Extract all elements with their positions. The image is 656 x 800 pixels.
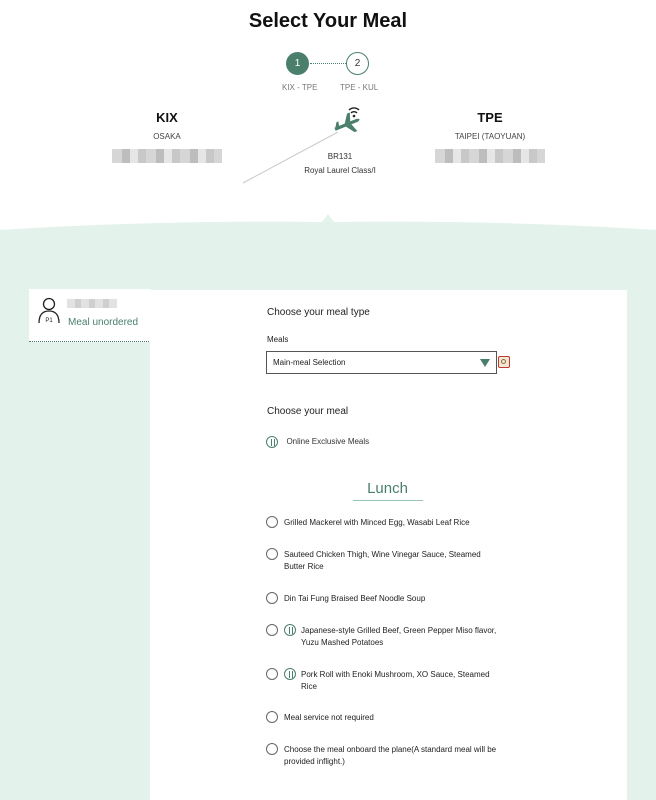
cutlery-icon xyxy=(266,436,278,448)
meal-status: Meal unordered xyxy=(68,317,139,328)
meal-radio[interactable] xyxy=(266,711,278,723)
meal-option-label: Pork Roll with Enoki Mushroom, XO Sauce, Steamed Rice xyxy=(301,670,490,691)
person-icon xyxy=(37,297,61,325)
exclusive-legend xyxy=(266,433,369,447)
meal-radio[interactable] xyxy=(266,668,278,680)
airplane-icon xyxy=(331,110,363,138)
destination-time-redacted xyxy=(435,149,545,163)
flight-number: BR131 xyxy=(327,152,353,161)
meal-radio[interactable] xyxy=(266,624,278,636)
course-underline xyxy=(353,500,423,501)
cutlery-icon xyxy=(284,668,296,680)
exclusive-legend-text: Online Exclusive Meals xyxy=(286,437,370,447)
dropdown-arrow-icon xyxy=(480,359,490,367)
step-indicator xyxy=(0,52,656,94)
destination-code: TPE xyxy=(477,110,503,125)
page-title: Select Your Meal xyxy=(248,10,408,32)
meal-radio[interactable] xyxy=(266,592,278,604)
meal-option-label: Sauteed Chicken Thigh, Wine Vinegar Sauce, Steamed Butter Rice xyxy=(284,550,481,571)
origin-city: OSAKA xyxy=(153,132,181,141)
step-1-circle[interactable]: 1 xyxy=(286,52,309,75)
destination-city: TAIPEI (TAOYUAN) xyxy=(454,132,526,141)
meal-option-label: Din Tai Fung Braised Beef Noodle Soup xyxy=(284,594,426,603)
passenger-name-redacted xyxy=(67,299,117,308)
meal-heading: Choose your meal xyxy=(267,406,349,417)
meal-radio[interactable] xyxy=(266,516,278,528)
step-1-label: KIX - TPE xyxy=(282,83,318,92)
meal-type-heading: Choose your meal type xyxy=(267,307,370,318)
info-icon[interactable] xyxy=(498,356,510,368)
meal-type-selected: Main-meal Selection xyxy=(273,358,346,367)
meals-field-label: Meals xyxy=(267,335,289,344)
meal-radio[interactable] xyxy=(266,548,278,560)
step-connector xyxy=(310,63,346,64)
wifi-icon xyxy=(349,108,359,117)
meal-selection-panel xyxy=(150,290,627,800)
meal-option-label: Japanese-style Grilled Beef, Green Pepper Miso flavor, Yuzu Mashed Potatoes xyxy=(301,626,497,647)
meal-option-label: Choose the meal onboard the plane(A standard meal will be provided inflight.) xyxy=(284,745,497,766)
cabin-class: Royal Laurel Class/I xyxy=(304,166,376,175)
meal-option-label: Grilled Mackerel with Minced Egg, Wasabi Leaf Rice xyxy=(284,518,470,527)
meal-type-select[interactable] xyxy=(266,351,497,374)
passenger-tab[interactable] xyxy=(29,289,151,342)
course-title: Lunch xyxy=(367,480,408,497)
destination-airport xyxy=(425,110,555,163)
step-2-circle[interactable]: 2 xyxy=(346,52,369,75)
step-2-label: TPE - KUL xyxy=(340,83,379,92)
origin-code: KIX xyxy=(156,110,178,125)
cutlery-icon xyxy=(284,624,296,636)
meal-option-label: Meal service not required xyxy=(284,713,374,722)
svg-text:P1: P1 xyxy=(45,318,53,324)
meal-radio[interactable] xyxy=(266,743,278,755)
